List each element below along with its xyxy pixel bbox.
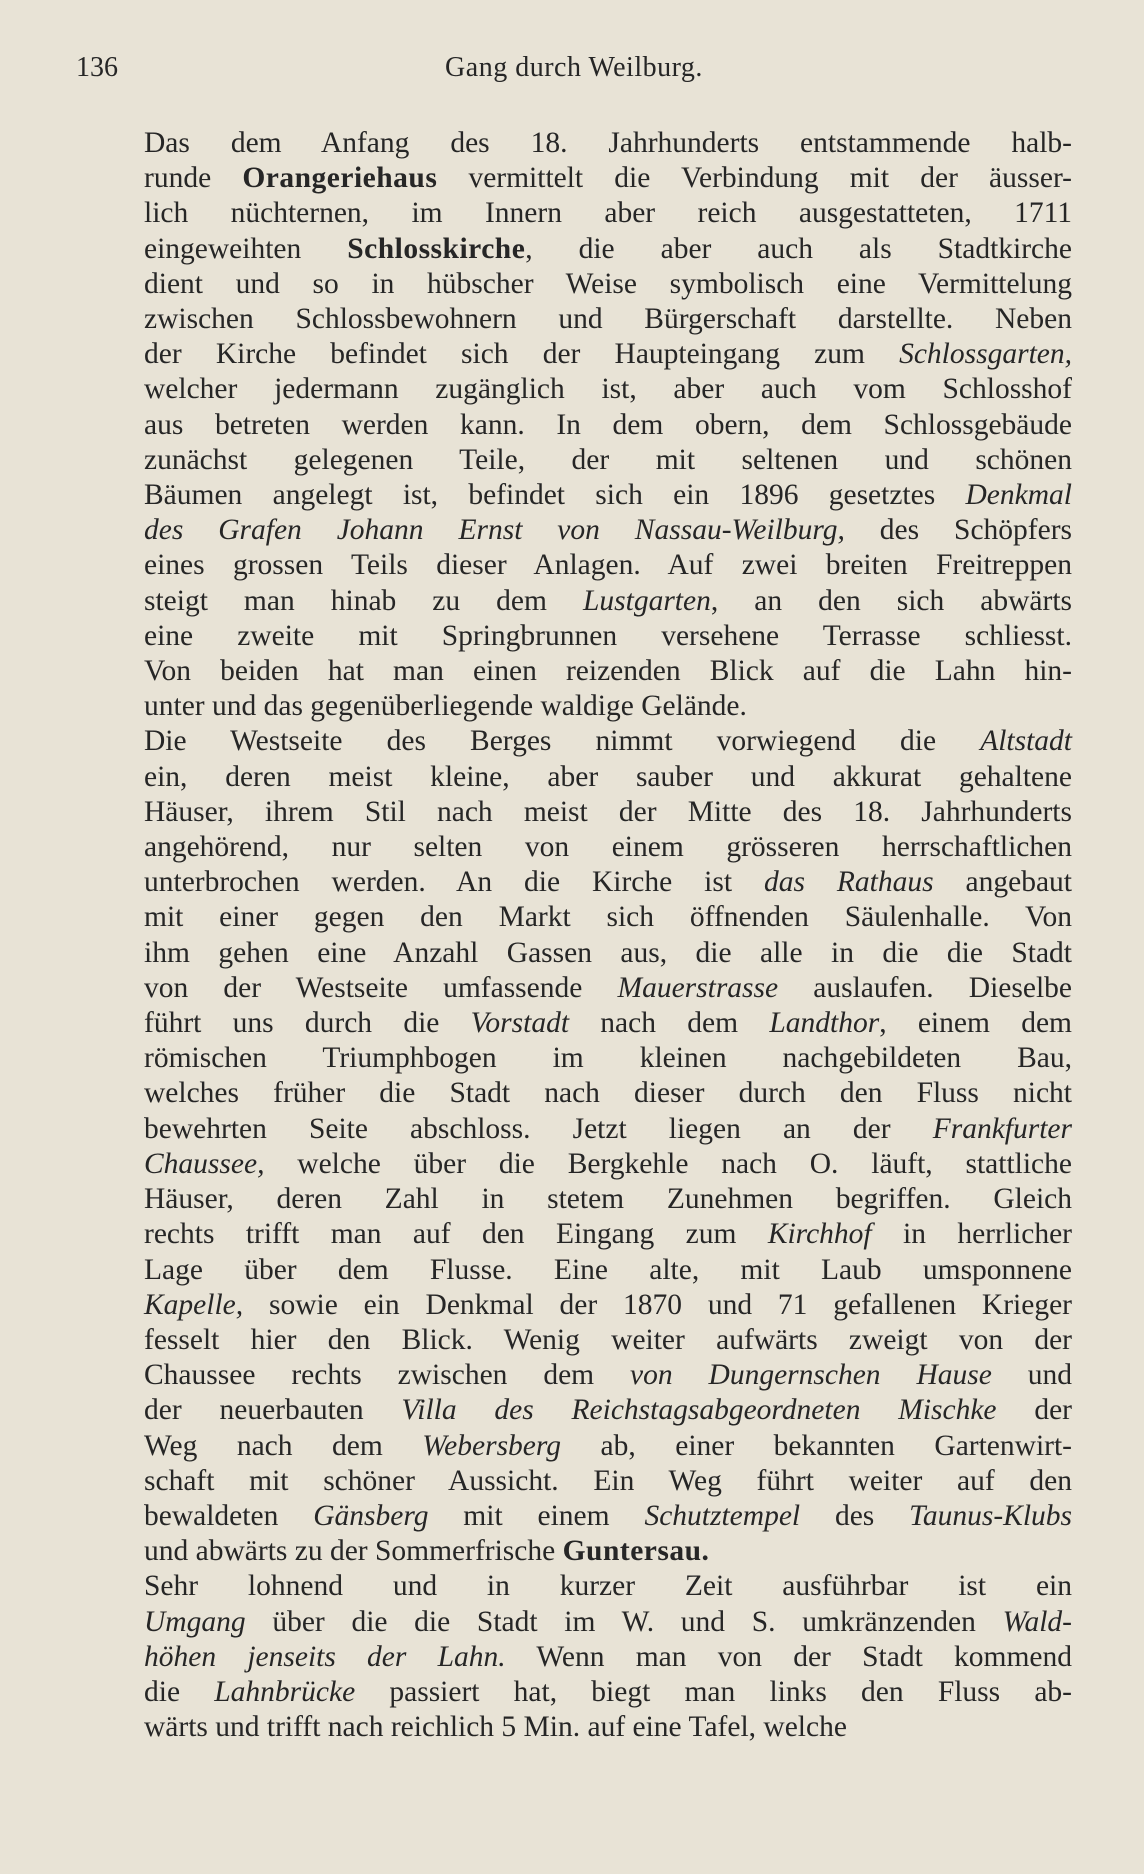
text-run: wärts und trifft nach reichlich 5 Min. auf eine Tafel, welche	[144, 1711, 847, 1744]
bold-run: Guntersau.	[562, 1535, 710, 1568]
text-line	[76, 1569, 1072, 1604]
text-line	[76, 1041, 1072, 1076]
italic-run: Mauerstrasse	[617, 971, 779, 1004]
text-line	[76, 1076, 1072, 1111]
text-run: runde	[144, 162, 243, 195]
text-run: der Kirche befindet sich der Haupteingang zum	[144, 338, 900, 371]
italic-run: höhen jenseits der Lahn.	[144, 1640, 506, 1673]
italic-run: Umgang	[144, 1605, 246, 1638]
paragraph	[76, 126, 1072, 724]
text-line	[76, 1534, 1072, 1569]
running-header	[76, 52, 1072, 92]
text-run: Weg nach dem	[144, 1429, 423, 1462]
text-run: , an den sich abwärts	[710, 584, 1072, 617]
italic-run: Lustgarten	[582, 584, 711, 617]
text-run: und abwärts zu der Sommerfrische	[144, 1535, 563, 1568]
text-run: Die Westseite des Berges nimmt vorwiegend die	[144, 725, 981, 758]
italic-run: Taunus-Klubs	[909, 1499, 1073, 1532]
text-run: aus betreten werden kann. In dem obern, dem Schlossgebäude	[144, 408, 1072, 441]
text-line	[76, 971, 1072, 1006]
text-line	[76, 936, 1072, 971]
text-line	[76, 443, 1072, 478]
paragraph	[76, 1569, 1072, 1745]
text-line	[76, 478, 1072, 513]
text-run: nach dem	[569, 1007, 770, 1040]
text-line	[76, 337, 1072, 372]
text-line	[76, 1464, 1072, 1499]
text-run: des	[800, 1499, 910, 1532]
text-run: welches früher die Stadt nach dieser durch den Fluss nicht	[144, 1077, 1072, 1110]
running-title: Gang durch Weilburg.	[445, 52, 703, 83]
italic-run: Denkmal	[965, 479, 1072, 512]
italic-run: von Dungernschen Hause	[630, 1359, 992, 1392]
text-run: Wenn man von der Stadt kommend	[505, 1640, 1072, 1673]
text-line	[76, 795, 1072, 830]
text-line	[76, 126, 1072, 161]
text-run: mit einer gegen den Markt sich öffnenden Säulenhalle. Von	[144, 901, 1072, 934]
bold-run: Orangeriehaus	[242, 162, 438, 195]
text-line	[76, 724, 1072, 759]
text-run: eingeweihten	[144, 232, 348, 265]
italic-run: Kirchhof	[767, 1218, 872, 1251]
text-run: von der Westseite umfassende	[144, 971, 618, 1004]
text-run: Sehr lohnend und in kurzer Zeit ausführbar ist ein	[144, 1570, 1072, 1603]
text-line	[76, 372, 1072, 407]
text-run: passiert hat, biegt man links den Fluss ab-	[355, 1675, 1073, 1708]
italic-run: das Rathaus	[763, 866, 934, 899]
text-line	[76, 1006, 1072, 1041]
text-line	[76, 302, 1072, 337]
text-run: angehörend, nur selten von einem grösseren herrschaftlichen	[144, 831, 1072, 864]
text-run: schaft mit schöner Aussicht. Ein Weg führt weiter auf den	[144, 1464, 1072, 1497]
text-line	[76, 1605, 1072, 1640]
text-run: über die die Stadt im W. und S. umkränzenden	[245, 1605, 1003, 1638]
text-line	[76, 1393, 1072, 1428]
text-run: Häuser, ihrem Stil nach meist der Mitte des 18. Jahrhunderts	[144, 795, 1072, 828]
italic-run: Villa des Reichstagsabgeordneten Mischke	[401, 1394, 997, 1427]
text-line	[76, 1358, 1072, 1393]
text-run: fesselt hier den Blick. Wenig weiter aufwärts zweigt von der	[144, 1323, 1072, 1356]
text-line	[76, 1253, 1072, 1288]
text-line	[76, 161, 1072, 196]
text-line	[76, 865, 1072, 900]
italic-run: Webersberg	[422, 1429, 562, 1462]
text-run: mit einem	[428, 1499, 645, 1532]
text-run: dient und so in hübscher Weise symbolisch eine Vermittelung	[144, 267, 1072, 300]
text-line	[76, 1640, 1072, 1675]
text-line	[76, 232, 1072, 267]
text-run: welche über die Bergkehle nach O. läuft, stattliche	[264, 1147, 1072, 1180]
italic-run: Schlossgarten,	[899, 338, 1072, 371]
text-run: zwischen Schlossbewohnern und Bürgerschaft darstellte. Neben	[144, 303, 1072, 336]
text-run: der neuerbauten	[144, 1394, 402, 1427]
text-line	[76, 900, 1072, 935]
italic-run: Chaussee,	[144, 1147, 265, 1180]
italic-run: Schutztempel	[644, 1499, 801, 1532]
italic-run: Wald-	[1002, 1605, 1072, 1638]
text-run: steigt man hinab zu dem	[144, 584, 583, 617]
text-run: ab, einer bekannten Gartenwirt-	[561, 1429, 1072, 1462]
text-run: unter und das gegenüberliegende waldige Gelände.	[144, 690, 747, 723]
text-run: Chaussee rechts zwischen dem	[144, 1359, 631, 1392]
text-line	[76, 1429, 1072, 1464]
text-run: unterbrochen werden. An die Kirche ist	[144, 866, 764, 899]
italic-run: Gänsberg	[313, 1499, 429, 1532]
text-line	[76, 1323, 1072, 1358]
text-run: welcher jedermann zugänglich ist, aber auch vom Schlosshof	[144, 373, 1072, 406]
text-run: ein, deren meist kleine, aber sauber und akkurat gehaltene	[144, 760, 1072, 793]
text-run: Häuser, deren Zahl in stetem Zunehmen begriffen. Gleich	[144, 1183, 1072, 1216]
italic-run: Landthor	[769, 1007, 880, 1040]
text-run: bewaldeten	[144, 1499, 314, 1532]
text-run: die	[144, 1675, 215, 1708]
text-line	[76, 1710, 1072, 1745]
italic-run: Kapelle,	[144, 1288, 244, 1321]
text-line	[76, 1217, 1072, 1252]
text-line	[76, 1288, 1072, 1323]
text-run: angebaut	[933, 866, 1072, 899]
text-run: und	[991, 1359, 1072, 1392]
text-run: zunächst gelegenen Teile, der mit seltenen und schönen	[144, 443, 1072, 476]
text-run: eine zweite mit Springbrunnen versehene Terrasse schliesst.	[144, 619, 1072, 652]
text-run: bewehrten Seite abschloss. Jetzt liegen an der	[144, 1112, 933, 1145]
text-run: Von beiden hat man einen reizenden Blick auf die Lahn hin-	[144, 655, 1072, 688]
italic-run: Vorstadt	[470, 1007, 570, 1040]
paragraph	[76, 724, 1072, 1569]
text-run: Lage über dem Flusse. Eine alte, mit Laub umsponnene	[144, 1253, 1072, 1286]
text-run: sowie ein Denkmal der 1870 und 71 gefallenen Krieger	[243, 1288, 1072, 1321]
bold-run: Schlosskirche	[347, 232, 526, 265]
text-run: eines grossen Teils dieser Anlagen. Auf zwei breiten Freitreppen	[144, 549, 1072, 582]
italic-run: Frankfurter	[932, 1112, 1072, 1145]
text-line	[76, 584, 1072, 619]
text-run: römischen Triumphbogen im kleinen nachgebildeten Bau,	[144, 1042, 1072, 1075]
text-line	[76, 196, 1072, 231]
italic-run: Altstadt	[980, 725, 1072, 758]
text-run: in herrlicher	[871, 1218, 1072, 1251]
text-line	[76, 548, 1072, 583]
text-run: , einem dem	[879, 1007, 1072, 1040]
italic-run: des Grafen Johann Ernst von Nassau-Weilburg,	[144, 514, 845, 547]
text-line	[76, 619, 1072, 654]
text-line	[76, 1675, 1072, 1710]
page-number: 136	[76, 52, 118, 83]
text-line	[76, 1147, 1072, 1182]
text-line	[76, 513, 1072, 548]
body-text	[76, 126, 1072, 1745]
text-run: Bäumen angelegt ist, befindet sich ein 1896 gesetztes	[144, 479, 966, 512]
text-line	[76, 1112, 1072, 1147]
text-run: lich nüchternen, im Innern aber reich ausgestatteten, 1711	[144, 197, 1072, 230]
text-run: rechts trifft man auf den Eingang zum	[144, 1218, 768, 1251]
text-line	[76, 760, 1072, 795]
text-run: ihm gehen eine Anzahl Gassen aus, die alle in die die Stadt	[144, 936, 1072, 969]
text-run: des Schöpfers	[844, 514, 1073, 547]
text-line	[76, 1182, 1072, 1217]
text-line	[76, 1499, 1072, 1534]
text-run: Das dem Anfang des 18. Jahrhunderts entstammende halb-	[144, 127, 1072, 159]
italic-run: Lahnbrücke	[214, 1675, 356, 1708]
text-run: führt uns durch die	[144, 1007, 471, 1040]
text-run: auslaufen. Dieselbe	[778, 971, 1072, 1004]
text-run: , die aber auch als Stadtkirche	[525, 232, 1072, 265]
text-line	[76, 654, 1072, 689]
text-run: vermittelt die Verbindung mit der äusser-	[437, 162, 1072, 195]
text-line	[76, 689, 1072, 724]
text-run: der	[996, 1394, 1073, 1427]
text-line	[76, 408, 1072, 443]
text-line	[76, 267, 1072, 302]
text-line	[76, 830, 1072, 865]
